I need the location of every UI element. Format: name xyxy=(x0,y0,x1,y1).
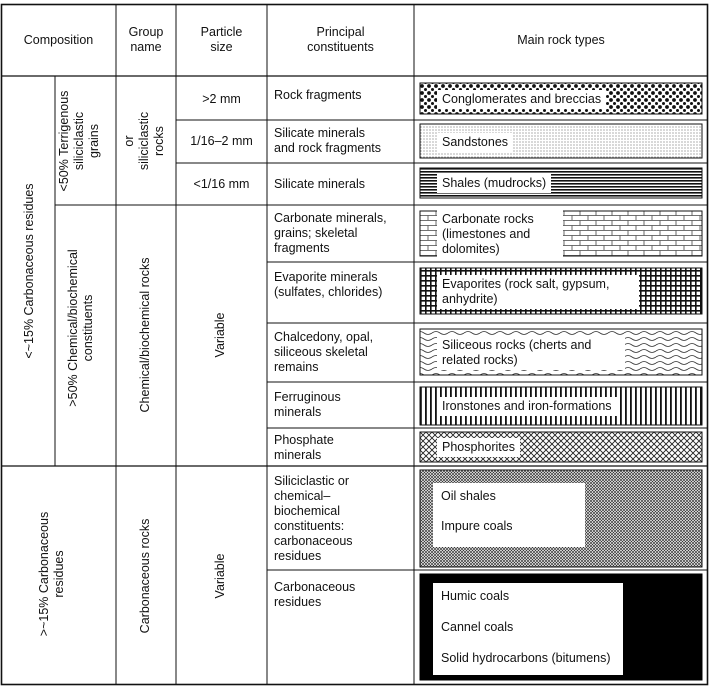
rock-type-siliceous: Siliceous rocks (cherts and related rocks) xyxy=(437,336,625,370)
rock-type-cannel-coals: Cannel coals xyxy=(441,620,514,634)
constituents-row-4: Carbonate minerals, grains; skeletal fragments xyxy=(274,211,387,255)
constituents-row-1: Rock fragments xyxy=(274,88,362,102)
header-group-name: Group name xyxy=(128,25,164,54)
constituents-row-5: Evaporite minerals (sulfates, chlorides) xyxy=(274,270,383,299)
rock-type-sandstones: Sandstones xyxy=(437,133,513,152)
rock-type-ironstones: Ironstones and iron-formations xyxy=(437,397,617,416)
header-main-rock-types: Main rock types xyxy=(517,33,605,47)
size-sand: 1/16–2 mm xyxy=(190,134,253,148)
rock-type-oil-shales: Oil shales xyxy=(441,489,496,503)
composition-terrigenous: <50% Terrigenous siliciclastic grains xyxy=(57,90,101,192)
constituents-row-2: Silicate minerals and rock fragments xyxy=(274,126,381,155)
constituents-row-10: Carbonaceous residues xyxy=(274,580,356,609)
group-siliciclastic: or siliciclastic rocks xyxy=(122,111,166,171)
size-variable-chemical: Variable xyxy=(213,312,227,358)
rock-type-carbonates: Carbonate rocks (limestones and dolomites) xyxy=(437,210,563,259)
rock-type-box-oil-shales xyxy=(433,483,585,547)
rock-type-humic-coals: Humic coals xyxy=(441,589,510,603)
constituents-row-6: Chalcedony, opal, siliceous skeletal remains xyxy=(274,330,374,374)
composition-low-carbonaceous: <~15% Carbonaceous residues xyxy=(22,183,36,359)
group-chemical: Chemical/biochemical rocks xyxy=(138,257,152,413)
size-mud: <1/16 mm xyxy=(193,177,250,191)
constituents-row-7: Ferruginous minerals xyxy=(274,390,341,419)
rock-type-shales: Shales (mudrocks) xyxy=(437,174,551,193)
composition-chemical: >50% Chemical/biochemical constituents xyxy=(66,249,95,407)
rock-type-impure-coals: Impure coals xyxy=(441,519,513,533)
constituents-row-8: Phosphate minerals xyxy=(274,433,334,462)
header-particle-size: Particle size xyxy=(200,25,243,54)
composition-high-carbonaceous: >~15% Carbonaceous residues xyxy=(37,511,66,637)
rock-type-solid-hydrocarbons: Solid hydrocarbons (bitumens) xyxy=(441,651,611,665)
header-principal-constituents: Principal constituents xyxy=(307,25,374,54)
rock-type-phosphorites: Phosphorites xyxy=(437,438,520,457)
group-carbonaceous: Carbonaceous rocks xyxy=(138,518,152,634)
constituents-row-3: Silicate minerals xyxy=(274,177,366,191)
constituents-row-9: Siliciclastic or chemical– biochemical constituents: carbonaceous residues xyxy=(274,474,353,563)
header-composition: Composition xyxy=(23,33,94,47)
size-gravel: >2 mm xyxy=(202,92,241,106)
rock-type-box-coals xyxy=(433,583,623,675)
rock-type-conglomerates: Conglomerates and breccias xyxy=(437,90,606,109)
rock-type-evaporites: Evaporites (rock salt, gypsum, anhydrite) xyxy=(437,275,639,309)
size-variable-carbonaceous: Variable xyxy=(213,553,227,599)
